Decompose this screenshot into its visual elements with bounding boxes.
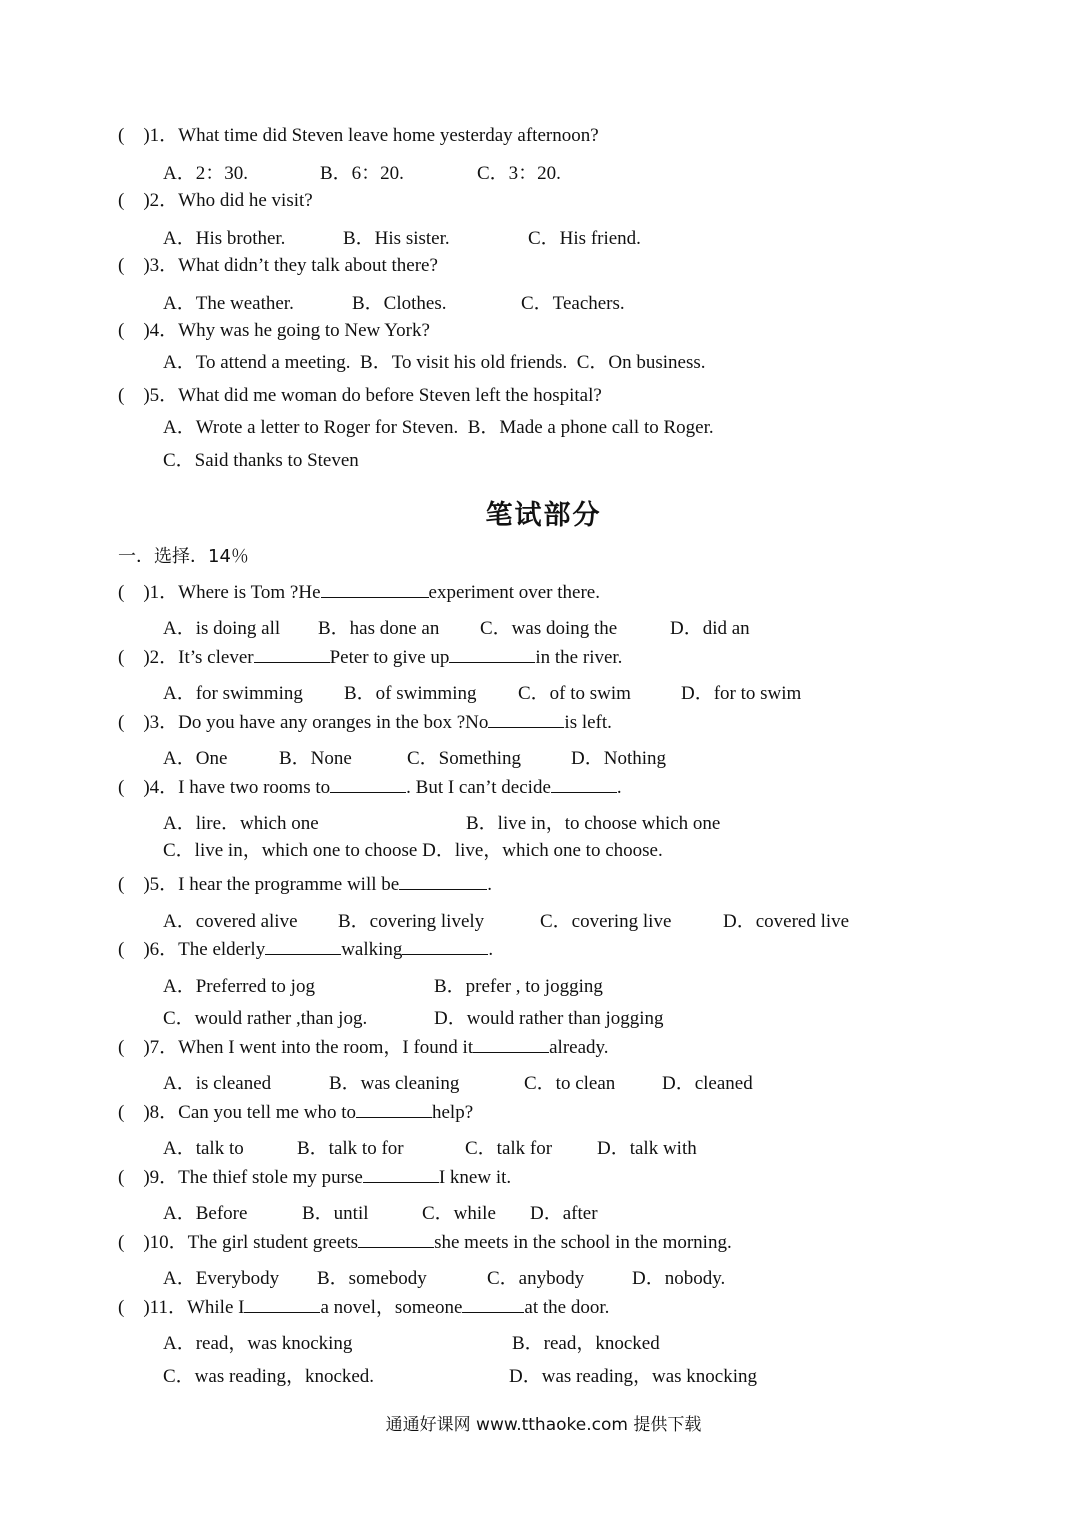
listening-option: C．3：20.: [477, 163, 561, 184]
question-3: ( )3．Do you have any oranges in the box ?No is left.: [118, 712, 612, 733]
page-footer: 通通好课网 www.tthaoke.com 提供下载: [385, 1415, 702, 1435]
option: B．read，knocked: [512, 1333, 660, 1354]
listening-option: C．Teachers.: [521, 293, 625, 314]
option: A．lire．which one: [163, 813, 319, 834]
answer-blank: [244, 1296, 320, 1313]
answer-blank: [399, 873, 487, 890]
listening-question-1: ( )1．What time did Steven leave home yesterday afternoon?: [118, 125, 599, 146]
question-5: ( )5．I hear the programme will be .: [118, 874, 492, 895]
listening-question-2: ( )2．Who did he visit?: [118, 190, 313, 211]
option: A．read，was knocking: [163, 1333, 353, 1354]
option: D．nobody.: [632, 1268, 726, 1289]
question-8: ( )8．Can you tell me who to help?: [118, 1102, 474, 1123]
option: B．of swimming: [344, 683, 477, 704]
option: D．talk with: [597, 1138, 697, 1159]
option: A．for swimming: [163, 683, 303, 704]
question-6: ( )6．The elderly walking .: [118, 939, 494, 960]
answer-blank: [473, 1036, 549, 1053]
option: D．cleaned: [662, 1073, 753, 1094]
option: C．while: [422, 1203, 496, 1224]
listening-option: A．His brother.: [163, 228, 286, 249]
question-9: ( )9．The thief stole my purse I knew it.: [118, 1167, 512, 1188]
question-1: ( )1．Where is Tom ?He experiment over there.: [118, 582, 600, 603]
option: C．to clean: [524, 1073, 616, 1094]
option: B．live in，to choose which one: [466, 813, 721, 834]
listening-question-5: ( )5．What did me woman do before Steven left the hospital?: [118, 385, 602, 406]
option: D．covered live: [723, 911, 850, 932]
option: A．Everybody: [163, 1268, 280, 1289]
option: A．covered alive: [163, 911, 298, 932]
option: C．was reading，knocked.: [163, 1366, 375, 1387]
option: D．did an: [670, 618, 750, 639]
option: C．talk for: [465, 1138, 553, 1159]
option: A．is doing all: [163, 618, 281, 639]
option: B．None: [279, 748, 352, 769]
option: C．live in，which one to choose D．live，which one to choose.: [163, 840, 663, 861]
listening-option: B．6：20.: [320, 163, 404, 184]
option: A．Preferred to jog: [163, 976, 315, 997]
listening-option: B．His sister.: [343, 228, 450, 249]
listening-option: C．His friend.: [528, 228, 641, 249]
answer-blank: [551, 776, 617, 793]
option: B．covering lively: [338, 911, 485, 932]
question-2: ( )2．It’s clever Peter to give up in the river.: [118, 647, 623, 668]
option: B．somebody: [317, 1268, 427, 1289]
answer-blank: [402, 938, 488, 955]
answer-blank: [265, 938, 341, 955]
section-heading: 一．选择．14％: [118, 546, 249, 567]
listening-question-4: ( )4．Why was he going to New York?: [118, 320, 430, 341]
answer-blank: [449, 646, 535, 663]
listening-option: A．2：30.: [163, 163, 248, 184]
answer-blank: [330, 776, 406, 793]
listening-option: A．The weather.: [163, 293, 294, 314]
option: D．after: [530, 1203, 598, 1224]
option: C．Something: [407, 748, 522, 769]
listening-options-line: C．Said thanks to Steven: [163, 450, 359, 471]
option: A．Before: [163, 1203, 248, 1224]
listening-options-line: A．To attend a meeting. B．To visit his old friends. C．On business.: [163, 352, 706, 373]
question-4: ( )4．I have two rooms to . But I can’t decide .: [118, 777, 622, 798]
option: A．talk to: [163, 1138, 244, 1159]
option: D．was reading，was knocking: [509, 1366, 758, 1387]
listening-options-line: A．Wrote a letter to Roger for Steven. B．Made a phone call to Roger.: [163, 417, 714, 438]
answer-blank: [254, 646, 330, 663]
option: A．One: [163, 748, 228, 769]
answer-blank: [488, 711, 564, 728]
option: C．covering live: [540, 911, 672, 932]
listening-option: B．Clothes.: [352, 293, 447, 314]
option: D．would rather than jogging: [434, 1008, 664, 1029]
option: C．of to swim: [518, 683, 631, 704]
option: C．anybody: [487, 1268, 585, 1289]
option: B．talk to for: [297, 1138, 404, 1159]
section-title: 笔试部分: [485, 500, 602, 531]
option: D．for to swim: [681, 683, 802, 704]
answer-blank: [363, 1166, 439, 1183]
option: B．was cleaning: [329, 1073, 460, 1094]
answer-blank: [358, 1231, 434, 1248]
option: B．prefer , to jogging: [434, 976, 603, 997]
answer-blank: [321, 581, 429, 598]
option: A．is cleaned: [163, 1073, 272, 1094]
question-11: ( )11．While I a novel，someone at the door.: [118, 1297, 610, 1318]
option: C．was doing the: [480, 618, 618, 639]
option: C．would rather ,than jog.: [163, 1008, 368, 1029]
answer-blank: [462, 1296, 524, 1313]
option: B．until: [302, 1203, 369, 1224]
listening-question-3: ( )3．What didn’t they talk about there?: [118, 255, 438, 276]
question-10: ( )10．The girl student greets she meets in the school in the morning.: [118, 1232, 732, 1253]
answer-blank: [356, 1101, 432, 1118]
option: D．Nothing: [571, 748, 667, 769]
question-7: ( )7．When I went into the room，I found it already.: [118, 1037, 609, 1058]
option: B．has done an: [318, 618, 440, 639]
